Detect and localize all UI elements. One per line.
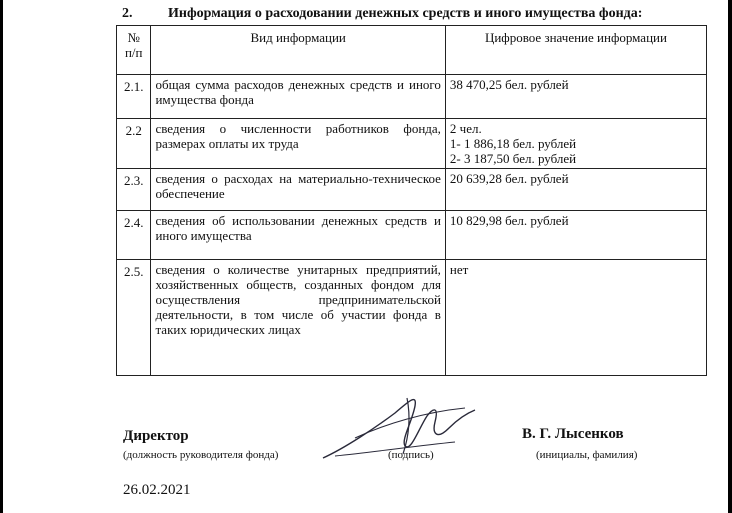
section-title: Информация о расходовании денежных средств и иного имущества фонда: — [168, 6, 643, 21]
section-number: 2. — [122, 6, 133, 21]
position-caption: (должность руководителя фонда) — [123, 449, 279, 461]
value-line: 20 639,28 бел. рублей — [449, 171, 569, 186]
table-row — [117, 75, 707, 119]
value-line: нет — [449, 262, 469, 277]
table-row — [117, 119, 707, 169]
name-caption: (инициалы, фамилия) — [536, 449, 638, 461]
row-value — [445, 211, 706, 260]
value-line: 10 829,98 бел. рублей — [449, 213, 569, 228]
row-number: 2.3. — [117, 169, 151, 211]
row-value — [445, 119, 706, 169]
header-value: Цифровое значение информации — [445, 26, 706, 75]
header-kind: Вид информации — [151, 26, 445, 75]
value-line: 2 чел. — [449, 121, 482, 136]
row-number: 2.1. — [117, 75, 151, 119]
row-value — [445, 260, 706, 376]
value-line: 38 470,25 бел. рублей — [449, 77, 569, 92]
table-row — [117, 169, 707, 211]
row-kind: сведения о количестве унитарных предприятий, хозяйственных обществ, созданных фондом для осуществления предпринимательской деятельности, в том числе об участии фонда в таких юридических лицах — [151, 260, 445, 376]
signatory-position: Директор — [123, 428, 189, 444]
row-kind: сведения об использовании денежных средств и иного имущества — [151, 211, 445, 260]
signature-caption: (подпись) — [388, 449, 434, 461]
value-line: 2- 3 187,50 бел. рублей — [449, 151, 577, 166]
row-value — [445, 169, 706, 211]
row-kind: общая сумма расходов денежных средств и иного имущества фонда — [151, 75, 445, 119]
signatory-name: В. Г. Лысенков — [522, 426, 624, 442]
document-date: 26.02.2021 — [123, 482, 191, 498]
header-number: № п/п — [117, 26, 151, 75]
row-kind: сведения о расходах на материально-техническое обеспечение — [151, 169, 445, 211]
table-row — [117, 260, 707, 376]
row-number: 2.4. — [117, 211, 151, 260]
table-row — [117, 211, 707, 260]
section-heading — [122, 6, 642, 22]
row-value — [445, 75, 706, 119]
value-line: 1- 1 886,18 бел. рублей — [449, 136, 577, 151]
info-table — [116, 25, 707, 376]
row-kind: сведения о численности работников фонда, размерах оплаты их труда — [151, 119, 445, 169]
row-number: 2.2 — [117, 119, 151, 169]
scan-left-edge — [0, 0, 3, 513]
table-header-row — [117, 26, 707, 75]
row-number: 2.5. — [117, 260, 151, 376]
scan-right-edge — [728, 0, 732, 513]
